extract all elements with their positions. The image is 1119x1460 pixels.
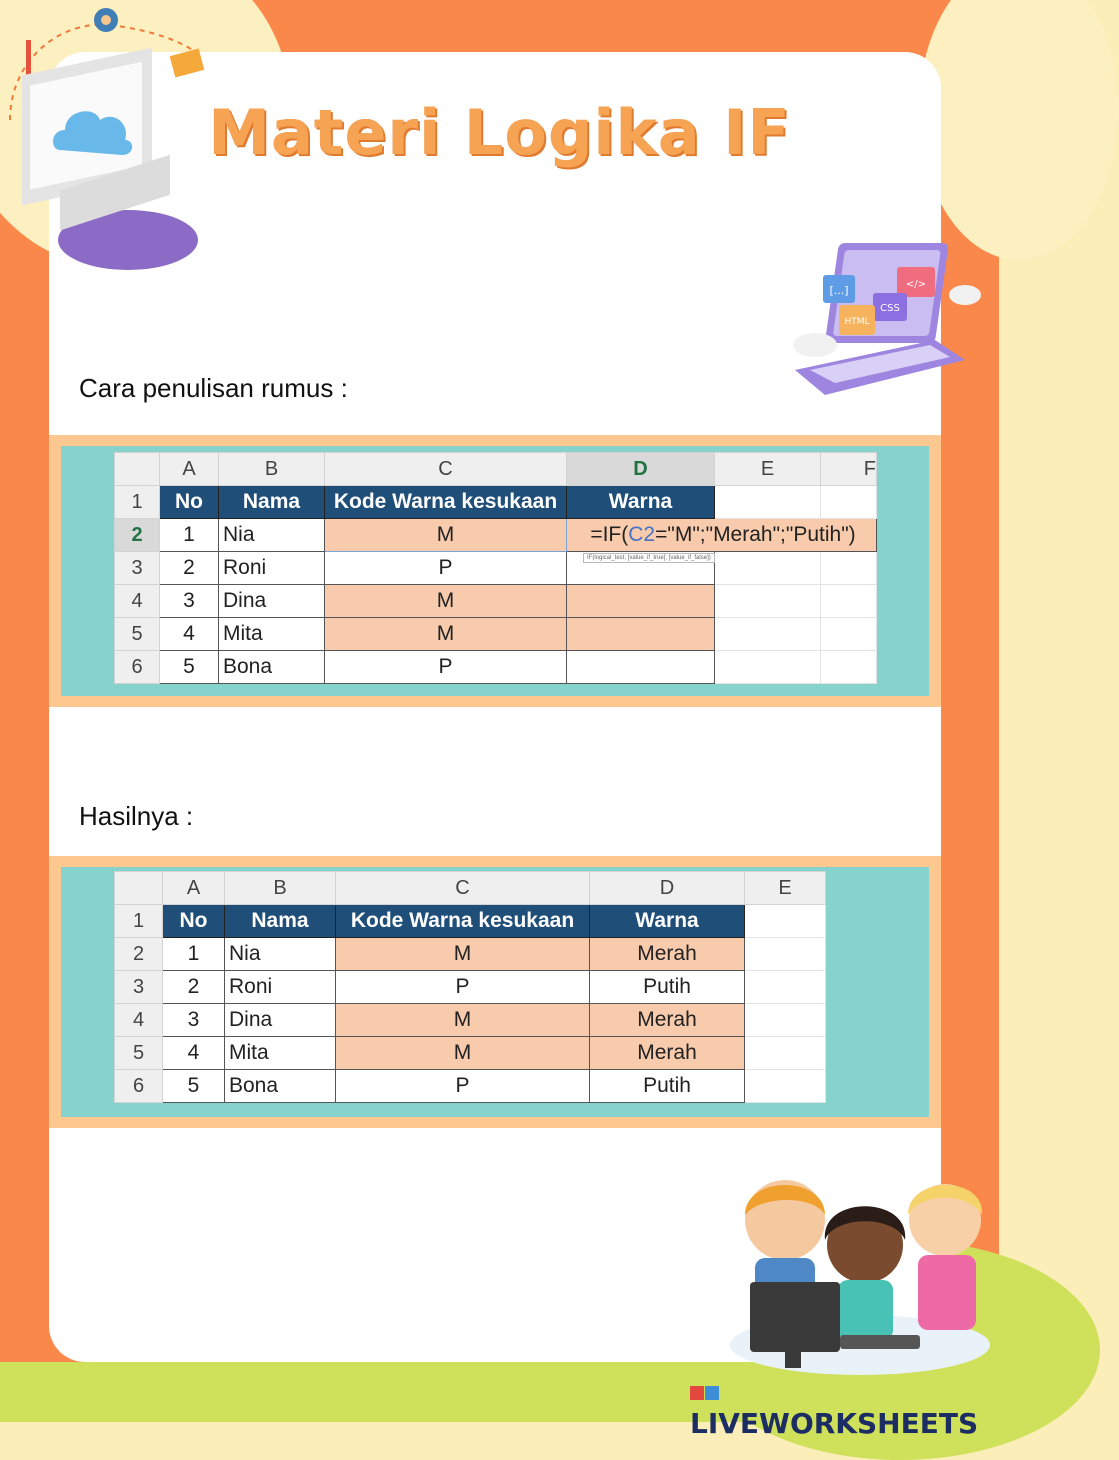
cell-kode[interactable]: M xyxy=(336,938,590,971)
column-header-e[interactable]: E xyxy=(715,453,821,486)
empty-cell[interactable] xyxy=(745,1037,826,1070)
cell-warna[interactable]: Merah xyxy=(590,1037,745,1070)
column-header-a[interactable]: A xyxy=(160,453,219,486)
cell-nama[interactable]: Roni xyxy=(225,971,336,1004)
cell-no[interactable]: 3 xyxy=(160,585,219,618)
cell-kode[interactable]: P xyxy=(336,971,590,1004)
cell-nama[interactable]: Mita xyxy=(219,618,325,651)
header-cell[interactable]: Kode Warna kesukaan xyxy=(336,905,590,938)
cell-kode[interactable]: M xyxy=(325,519,567,552)
row-number[interactable]: 3 xyxy=(115,971,163,1004)
cell-nama[interactable]: Mita xyxy=(225,1037,336,1070)
empty-cell[interactable] xyxy=(715,552,821,585)
formula-cell[interactable] xyxy=(567,519,877,561)
header-cell[interactable]: Nama xyxy=(219,486,325,519)
sheet-corner[interactable] xyxy=(115,872,163,905)
liveworksheets-logo xyxy=(690,1374,999,1440)
cell-kode[interactable]: P xyxy=(325,651,567,684)
cell-nama[interactable]: Bona xyxy=(225,1070,336,1103)
empty-cell[interactable] xyxy=(745,1070,826,1103)
row-number[interactable]: 3 xyxy=(115,552,160,585)
row-number[interactable]: 4 xyxy=(115,585,160,618)
svg-text:HTML: HTML xyxy=(844,317,870,327)
header-cell[interactable]: Nama xyxy=(225,905,336,938)
cell-warna[interactable]: Merah xyxy=(590,1004,745,1037)
cell-no[interactable]: 5 xyxy=(160,651,219,684)
cell-nama[interactable]: Nia xyxy=(225,938,336,971)
cell-nama[interactable]: Dina xyxy=(225,1004,336,1037)
column-header-a[interactable]: A xyxy=(163,872,225,905)
spreadsheet-formula xyxy=(114,452,877,684)
row-number[interactable]: 4 xyxy=(115,1004,163,1037)
column-header-c[interactable]: C xyxy=(325,453,567,486)
row-number[interactable]: 1 xyxy=(115,486,160,519)
sheet-corner[interactable] xyxy=(115,453,160,486)
cell-no[interactable]: 1 xyxy=(160,519,219,552)
cell-warna[interactable] xyxy=(567,618,715,651)
cell-kode[interactable]: M xyxy=(325,618,567,651)
formula-prefix: =IF( xyxy=(590,523,629,546)
column-header-f[interactable]: F xyxy=(821,453,877,486)
header-cell[interactable]: No xyxy=(163,905,225,938)
section-label-result: Hasilnya : xyxy=(79,801,194,831)
cell-warna[interactable] xyxy=(567,585,715,618)
column-header-e[interactable]: E xyxy=(745,872,826,905)
cell-kode[interactable]: P xyxy=(325,552,567,585)
formula-reference: C2 xyxy=(628,523,656,546)
cell-nama[interactable]: Dina xyxy=(219,585,325,618)
empty-cell[interactable] xyxy=(745,938,826,971)
empty-cell[interactable] xyxy=(821,552,877,585)
header-cell[interactable]: No xyxy=(160,486,219,519)
empty-cell[interactable] xyxy=(745,1004,826,1037)
spreadsheet-result xyxy=(114,871,826,1103)
cell-no[interactable]: 2 xyxy=(160,552,219,585)
svg-text:[...]: [...] xyxy=(829,284,849,297)
empty-cell[interactable] xyxy=(715,585,821,618)
empty-cell[interactable] xyxy=(715,486,821,519)
section-label-formula: Cara penulisan rumus : xyxy=(79,373,348,403)
cell-kode[interactable]: P xyxy=(336,1070,590,1103)
column-header-b[interactable]: B xyxy=(225,872,336,905)
empty-cell[interactable] xyxy=(821,651,877,684)
header-cell[interactable]: Warna xyxy=(590,905,745,938)
cell-warna[interactable]: Merah xyxy=(590,938,745,971)
cell-no[interactable]: 1 xyxy=(163,938,225,971)
row-number[interactable]: 6 xyxy=(115,651,160,684)
laptop-code-illustration xyxy=(785,235,985,405)
cell-no[interactable]: 5 xyxy=(163,1070,225,1103)
cell-nama[interactable]: Nia xyxy=(219,519,325,552)
row-number[interactable]: 6 xyxy=(115,1070,163,1103)
cell-no[interactable]: 4 xyxy=(163,1037,225,1070)
cell-warna[interactable]: Putih xyxy=(590,971,745,1004)
column-header-d[interactable]: D xyxy=(567,453,715,486)
cell-kode[interactable]: M xyxy=(336,1004,590,1037)
formula-suffix: ="M";"Merah";"Putih") xyxy=(655,523,856,546)
column-header-b[interactable]: B xyxy=(219,453,325,486)
empty-cell[interactable] xyxy=(821,486,877,519)
header-cell[interactable]: Kode Warna kesukaan xyxy=(325,486,567,519)
formula-tooltip: IF(logical_test; [value_if_true]; [value_if_false]) xyxy=(583,553,715,563)
cell-no[interactable]: 2 xyxy=(163,971,225,1004)
logo-text: LIVEWORKSHEETS xyxy=(690,1407,979,1440)
empty-cell[interactable] xyxy=(821,618,877,651)
empty-cell[interactable] xyxy=(715,618,821,651)
empty-cell[interactable] xyxy=(821,585,877,618)
row-number[interactable]: 1 xyxy=(115,905,163,938)
cell-kode[interactable]: M xyxy=(325,585,567,618)
page-title: Materi Logika IF xyxy=(208,96,791,169)
header-cell[interactable]: Warna xyxy=(567,486,715,519)
cell-no[interactable]: 4 xyxy=(160,618,219,651)
row-number[interactable]: 2 xyxy=(115,519,160,552)
empty-cell[interactable] xyxy=(745,971,826,1004)
cell-nama[interactable]: Bona xyxy=(219,651,325,684)
kids-computer-illustration xyxy=(720,1170,999,1380)
cell-kode[interactable]: M xyxy=(336,1037,590,1070)
cell-nama[interactable]: Roni xyxy=(219,552,325,585)
column-header-c[interactable]: C xyxy=(336,872,590,905)
empty-cell[interactable] xyxy=(715,651,821,684)
row-number[interactable]: 5 xyxy=(115,618,160,651)
cell-warna[interactable] xyxy=(567,651,715,684)
svg-text:</>: </> xyxy=(905,279,927,290)
empty-cell[interactable] xyxy=(745,905,826,938)
cell-no[interactable]: 3 xyxy=(163,1004,225,1037)
row-number[interactable]: 5 xyxy=(115,1037,163,1070)
cell-warna[interactable]: Putih xyxy=(590,1070,745,1103)
column-header-d[interactable]: D xyxy=(590,872,745,905)
svg-text:CSS: CSS xyxy=(880,303,900,314)
row-number[interactable]: 2 xyxy=(115,938,163,971)
